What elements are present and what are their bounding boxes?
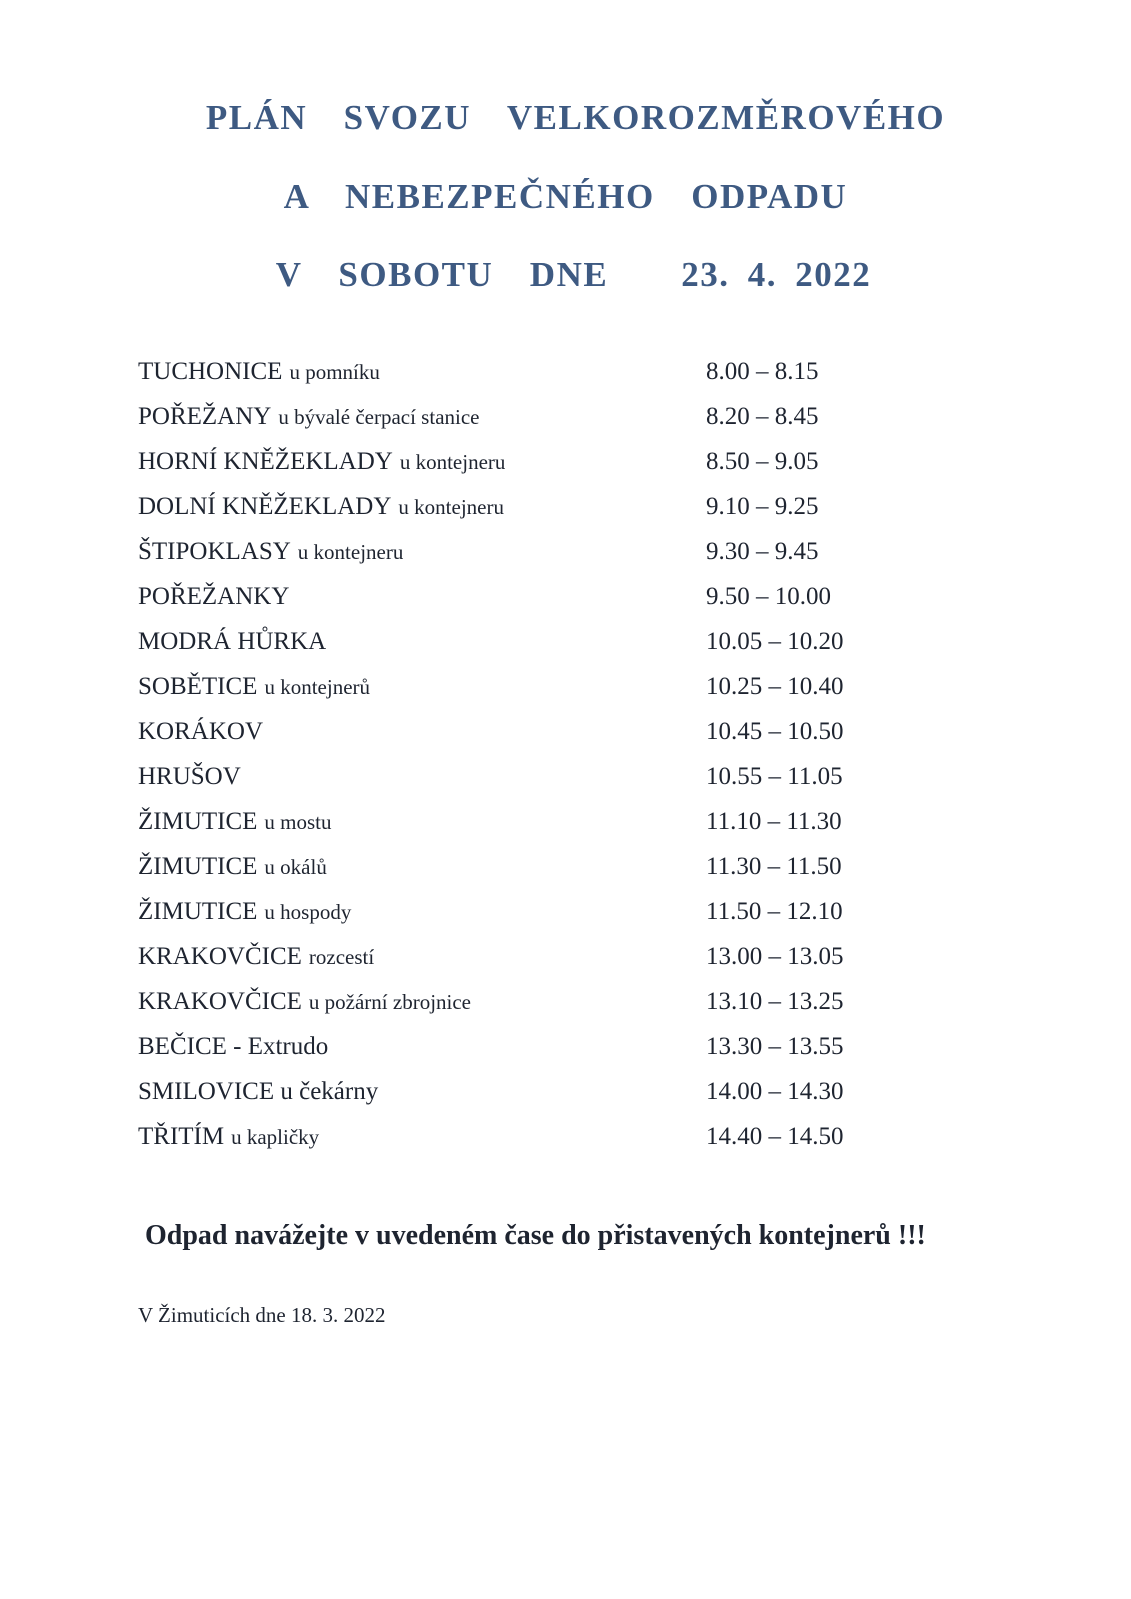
place-name: HORNÍ KNĚŽEKLADY (138, 448, 393, 475)
schedule-place (138, 853, 327, 881)
schedule-row (0, 448, 1131, 494)
schedule-row (0, 763, 1131, 809)
schedule-time: 10.05 – 10.20 (706, 628, 844, 655)
schedule-time: 13.10 – 13.25 (706, 988, 844, 1015)
notice-text: Odpad navážejte v uvedeném čase do přistavených kontejnerů !!! (145, 1220, 926, 1251)
schedule-row (0, 628, 1131, 674)
place-name: POŘEŽANKY (138, 583, 290, 610)
schedule-time: 8.00 – 8.15 (706, 358, 819, 385)
schedule-row (0, 403, 1131, 449)
schedule-row (0, 718, 1131, 764)
place-note: u kontejnerů (264, 675, 371, 699)
schedule-time: 8.50 – 9.05 (706, 448, 819, 475)
place-note: u požární zbrojnice (308, 990, 471, 1014)
schedule-time: 14.00 – 14.30 (706, 1078, 844, 1105)
footer-date: V Žimuticích dne 18. 3. 2022 (138, 1303, 386, 1327)
schedule-time: 9.10 – 9.25 (706, 493, 819, 520)
place-note: u hospody (264, 900, 352, 924)
place-note: u okálů (264, 855, 327, 879)
schedule-place (138, 763, 241, 791)
schedule-row (0, 538, 1131, 584)
schedule-place (138, 808, 332, 836)
schedule-time: 10.25 – 10.40 (706, 673, 844, 700)
schedule-row (0, 1078, 1131, 1124)
schedule-time: 10.45 – 10.50 (706, 718, 844, 745)
schedule-row (0, 1033, 1131, 1079)
place-note: u bývalé čerpací stanice (278, 405, 480, 429)
schedule-place (138, 493, 504, 521)
place-note: u kontejneru (398, 495, 504, 519)
place-name: KRAKOVČICE (138, 988, 302, 1015)
schedule-row (0, 493, 1131, 539)
place-note: rozcestí (308, 945, 375, 969)
title-line-1: PLÁN SVOZU VELKOROZMĚROVÉHO (205, 98, 946, 137)
place-note: u mostu (264, 810, 332, 834)
schedule-place (138, 943, 374, 971)
schedule-row (0, 358, 1131, 404)
schedule-row (0, 673, 1131, 719)
place-name: ŽIMUTICE (138, 808, 258, 835)
schedule-time: 10.55 – 11.05 (706, 763, 843, 790)
schedule-place (138, 583, 289, 611)
schedule-time: 8.20 – 8.45 (706, 403, 819, 430)
schedule-place (138, 673, 370, 701)
place-name: KORÁKOV (138, 718, 263, 745)
place-name: SOBĚTICE (138, 673, 258, 700)
title-line-3: V SOBOTU DNE 23. 4. 2022 (275, 255, 872, 294)
schedule-place (138, 1078, 378, 1106)
schedule-place (138, 628, 326, 656)
schedule-place (138, 718, 263, 746)
schedule-row (0, 1123, 1131, 1169)
schedule-row (0, 808, 1131, 854)
schedule-time: 13.30 – 13.55 (706, 1033, 844, 1060)
schedule-time: 11.10 – 11.30 (706, 808, 842, 835)
schedule-time: 11.50 – 12.10 (706, 898, 843, 925)
place-note: u kapličky (231, 1125, 320, 1149)
schedule-time: 9.50 – 10.00 (706, 583, 831, 610)
schedule-time: 11.30 – 11.50 (706, 853, 842, 880)
place-note: u kontejneru (297, 540, 404, 564)
schedule-place (138, 358, 380, 386)
place-name: ŽIMUTICE (138, 853, 258, 880)
place-name: ŠTIPOKLASY (138, 538, 291, 565)
schedule-place (138, 988, 471, 1016)
place-name: SMILOVICE u čekárny (138, 1078, 379, 1105)
schedule-place (138, 898, 351, 926)
place-name: POŘEŽANY (138, 403, 272, 430)
schedule-place (138, 538, 403, 566)
place-name: MODRÁ HŮRKA (138, 628, 327, 655)
schedule-place (138, 448, 505, 476)
title-line-2: A NEBEZPEČNÉHO ODPADU (283, 177, 848, 216)
place-note: u kontejneru (399, 450, 506, 474)
schedule-row (0, 943, 1131, 989)
place-name: TŘITÍM (138, 1123, 225, 1150)
schedule-place (138, 403, 479, 431)
place-name: DOLNÍ KNĚŽEKLADY (138, 493, 392, 520)
place-name: ŽIMUTICE (138, 898, 258, 925)
place-name: TUCHONICE (138, 358, 283, 385)
schedule-row (0, 988, 1131, 1034)
schedule-place (138, 1033, 328, 1061)
place-name: KRAKOVČICE (138, 943, 302, 970)
schedule-time: 13.00 – 13.05 (706, 943, 844, 970)
place-name: HRUŠOV (138, 763, 241, 790)
schedule-time: 9.30 – 9.45 (706, 538, 819, 565)
schedule-time: 14.40 – 14.50 (706, 1123, 844, 1150)
place-note: u pomníku (289, 360, 380, 384)
schedule-row (0, 583, 1131, 629)
place-name: BEČICE - Extrudo (138, 1033, 329, 1060)
schedule-place (138, 1123, 319, 1151)
schedule-row (0, 898, 1131, 944)
schedule-row (0, 853, 1131, 899)
